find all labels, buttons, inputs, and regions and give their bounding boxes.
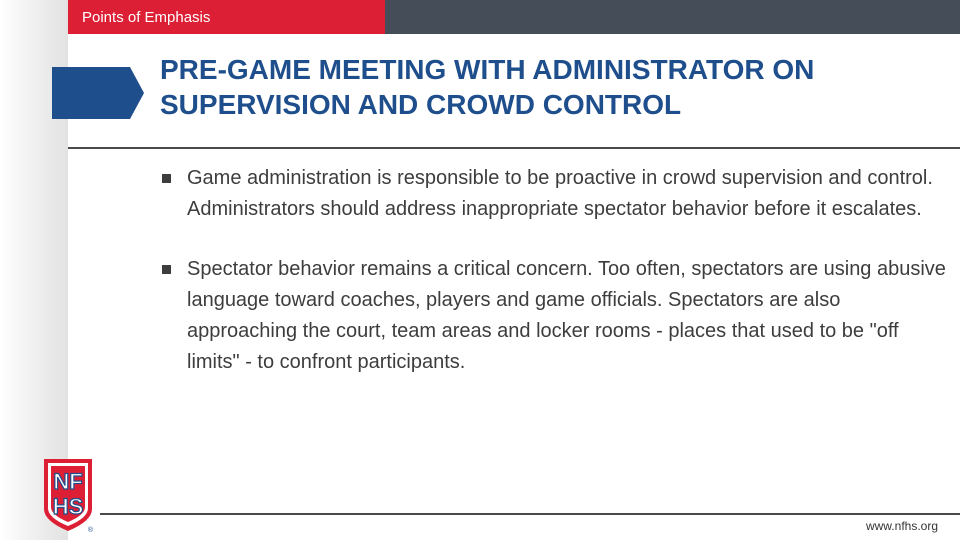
square-bullet-icon xyxy=(162,174,171,183)
bullet-item xyxy=(160,163,950,225)
bullet-list xyxy=(160,163,950,378)
footer-url: www.nfhs.org xyxy=(865,519,938,533)
header-tab-label: Points of Emphasis xyxy=(82,9,211,26)
logo-registered-mark: ® xyxy=(87,527,93,533)
slide-title-line-2: SUPERVISION AND CROWD CONTROL xyxy=(160,89,682,120)
bullet-text: Game administration is responsible to be proactive in crowd supervision and control. Administrators should address inappropriate spectator behavior before it escalates. xyxy=(187,167,933,220)
logo-top-text: NF xyxy=(53,469,83,494)
square-bullet-icon xyxy=(162,265,171,274)
bullet-item xyxy=(160,254,950,378)
logo-bottom-text: HS xyxy=(52,494,84,519)
nfhs-logo xyxy=(40,455,96,533)
arrow-marker-icon xyxy=(52,67,144,119)
bullet-text: Spectator behavior remains a critical concern. Too often, spectators are using abusive language toward coaches, players and game officials. Spectators are also approaching the court, team areas and locker rooms - places that used to be "off limits" - to confront participants. xyxy=(187,258,946,373)
slide-title xyxy=(160,52,940,122)
slide-title-line-1: PRE-GAME MEETING WITH ADMINISTRATOR ON xyxy=(160,54,815,85)
title-divider xyxy=(68,147,960,149)
footer-divider xyxy=(100,513,960,515)
